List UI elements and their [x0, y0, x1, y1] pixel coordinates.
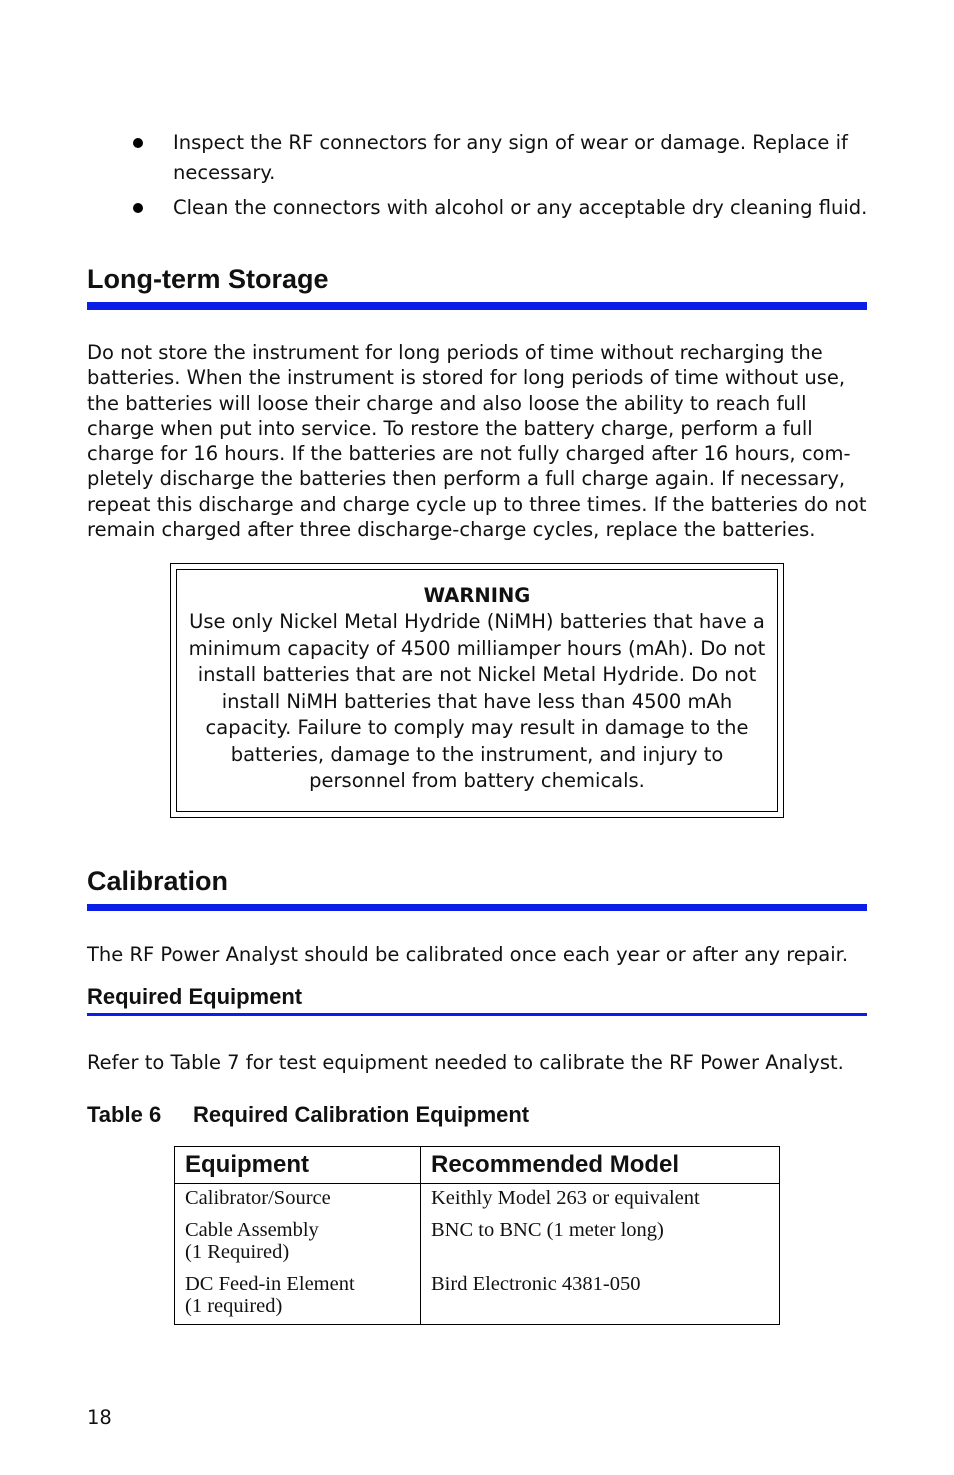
- model-cell: Keithly Model 263 or equivalent: [421, 1184, 780, 1217]
- bullet-text: Inspect the RF connectors for any sign of wear or damage. Replace if necessary.: [173, 131, 848, 184]
- table-row: [175, 1184, 780, 1217]
- bullet-dot-icon: [133, 138, 143, 148]
- table-title: Required Calibration Equipment: [193, 1102, 530, 1127]
- bullet-text: Clean the connectors with alcohol or any acceptable dry cleaning fluid.: [173, 196, 868, 219]
- table-row: [175, 1216, 780, 1270]
- warning-box: [170, 563, 784, 818]
- column-header-model: Recommended Model: [421, 1147, 780, 1184]
- section-heading-calibration: Calibration: [87, 866, 229, 896]
- column-header-equipment: Equipment: [175, 1147, 421, 1184]
- subheading-required-equipment: Required Equipment: [87, 984, 303, 1009]
- bullet-item: [128, 128, 888, 188]
- table-caption: [87, 1102, 529, 1128]
- heading-rule: [87, 904, 867, 911]
- heading-rule: [87, 302, 867, 310]
- subheading-rule: [87, 1013, 867, 1016]
- calibration-paragraph: The RF Power Analyst should be calibrated once each year or after any repair.: [87, 943, 849, 966]
- table-header-row: [175, 1147, 780, 1184]
- section-heading-storage: Long-term Storage: [87, 264, 329, 294]
- storage-paragraph: Do not store the instrument for long periods of time without recharging the batteries. When the instrument is stored for long periods of time without use, the batteries will loose their charge and also loose the ability to reach full charge when put into service. To restore the battery charge, perform a full charge for 16 hours. If the batteries are not fully charged after 16 hours, com-pletely discharge the batteries then perform a full charge again. If necessary, repeat this discharge and charge cycle up to three times. If the batteries do not remain charged after three discharge-charge cycles, replace the batteries.: [87, 341, 867, 542]
- equipment-note: (1 required): [185, 1295, 283, 1317]
- model-cell: Bird Electronic 4381-050: [421, 1270, 780, 1325]
- page-number: 18: [87, 1406, 112, 1429]
- equipment-note: (1 Required): [185, 1241, 290, 1263]
- equipment-name: Calibrator/Source: [185, 1187, 331, 1209]
- equipment-table: [174, 1146, 780, 1325]
- equipment-name: DC Feed-in Element: [185, 1273, 355, 1295]
- warning-text: Use only Nickel Metal Hydride (NiMH) batteries that have a minimum capacity of 4500 milliamper hours (mAh). Do not install batteries that are not Nickel Metal Hydride. Do not install NiMH batteries that have less than 4500 mAh capacity. Failure to comply may result in damage to the batteries, damage to the instrument, and injury to personnel from battery chemicals.: [188, 610, 766, 792]
- equipment-cell: [175, 1184, 421, 1217]
- bullet-item: [128, 193, 888, 223]
- warning-title: WARNING: [423, 584, 531, 607]
- bullet-dot-icon: [133, 203, 143, 213]
- equipment-name: Cable Assembly: [185, 1219, 319, 1241]
- table-number: Table 6: [87, 1102, 162, 1127]
- equipment-cell: [175, 1216, 421, 1270]
- equipment-cell: [175, 1270, 421, 1325]
- table-row: [175, 1270, 780, 1325]
- warning-box-inner: [176, 569, 778, 812]
- model-cell: BNC to BNC (1 meter long): [421, 1216, 780, 1270]
- required-equipment-paragraph: Refer to Table 7 for test equipment needed to calibrate the RF Power Analyst.: [87, 1051, 844, 1074]
- bullet-list: [128, 128, 888, 228]
